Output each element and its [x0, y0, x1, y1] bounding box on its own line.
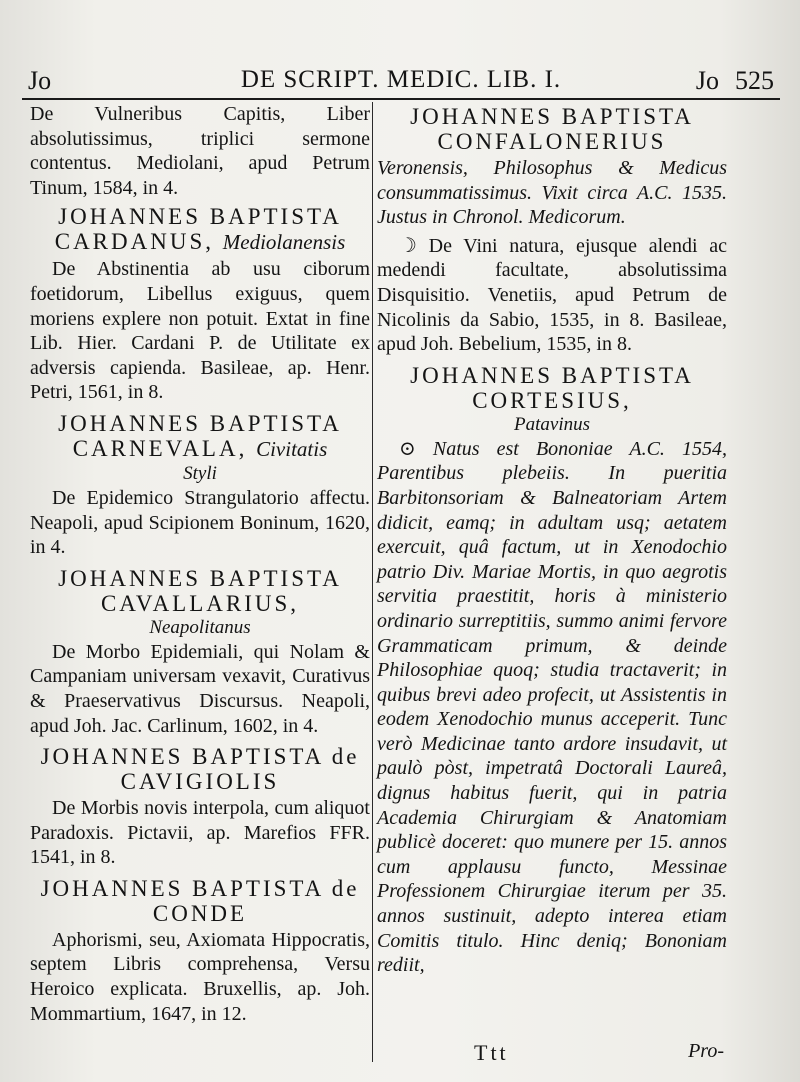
entry-confalonerius [377, 104, 727, 357]
running-header [22, 62, 780, 100]
right-column [372, 102, 727, 1062]
left-column [30, 102, 370, 1032]
author-name: JOHANNES BAPTISTA CARDANUS, Mediolanensis [54, 204, 346, 255]
entry-text: De Morbis novis interpola, cum aliquot Paradoxis. Pictavii, ap. Marefios FFR. 1541, in 8. [30, 797, 370, 869]
continuation-text: De Vulneribus Capitis, Liber absolutissimus, triplici sermone contentus. Mediolani, apud Petrum Tinum, 1584, in 4. [30, 103, 370, 199]
entry-conde [30, 876, 370, 1026]
entry-cardanus [30, 204, 370, 405]
signature-mark: Ttt [474, 1040, 509, 1065]
author-name: JOHANNES BAPTISTA CONFALONERIUS [410, 104, 694, 154]
entry-carnevala [30, 411, 370, 560]
entry-text: ☽ De Vini natura, ejusque alendi ac medendi facultate, absolutissima Disquisitio. Venetiis, apud Petrum de Nicolinis da Sabio, 1535, in 8. Basileae, apud Joh. Bebelium, 1535, in 8. [377, 234, 728, 356]
page-number: 525 [735, 66, 774, 95]
entry-text: ⊙ Natus est Bononiae A.C. 1554, Parentibus plebeiis. In pueritia Barbitonsoriam & Balneatoriam Artem didicit, eamq; in adultam usq; aetatem exercuit, quâ factum, ut in Xenodochio patrio Div. Mariae Mortis, in quo aegrotis servitia praestitit, horis à ministerio ordinario surreptitiis, summo animi fervore Grammaticam primum, & deinde Philosophiae quoq; studia tractaverit; in quibus brevi adeo profecit, ut Assistentis in eodem Xenodochio munus acceperit. Tunc verò Medicinae tanto ardore insudavit, ut paulò pòst, impetratâ Doctorali Laureâ, dignus habitus fuerit, qui in patria Academia Chirurgiam & Anatomiam publicè doceret: quo munere per 15. annos cum applausu functo, Messinae Professionem Chirurgiae iterum per 35. annos sustinuit, adepto interea etiam Comitis titulo. Hinc deniq; Bononiam rediit, [377, 437, 728, 977]
author-origin: Patavinus [514, 413, 590, 435]
header-title: DE SCRIPT. MEDIC. LIB. I. [240, 66, 562, 93]
entry-cavigiolis [30, 744, 370, 870]
header-right-word: Jo [695, 66, 719, 95]
entry-text: De Epidemico Strangulatorio affectu. Neapoli, apud Scipionem Boninum, 1620, in 4. [30, 486, 370, 559]
entry-text: De Abstinentia ab usu ciborum foetidorum, Libellus exiguus, quem moriens explere non potuit. Extat in fine Lib. Hier. Cardani P. de Utilitate ex adversis capienda. Basileae, ap. Henr. Petri, 1561, in 8. [30, 258, 370, 404]
author-affiliation: Civitatis [256, 436, 328, 461]
author-name: JOHANNES BAPTISTA de CAVIGIOLIS [40, 744, 360, 795]
entry-cortesius [377, 363, 727, 978]
entry-text: De Morbo Epidemiali, qui Nolam & Campaniam universam vexavit, Curativus & Praeservativus Discursus. Neapoli, apud Joh. Jac. Carlinum, 1602, in 4. [30, 640, 370, 737]
author-name: JOHANNES BAPTISTA CORTESIUS, [410, 362, 694, 413]
header-left-word: Jo [28, 66, 52, 95]
moon-symbol-icon: ☽ [399, 234, 417, 257]
author-name: JOHANNES BAPTISTA de CONDE [40, 875, 360, 926]
author-origin: Styli [183, 462, 217, 484]
catchword: Pro- [688, 1040, 724, 1062]
author-description: Veronensis, Philosophus & Medicus consummatissimus. Vixit circa A.C. 1535. Justus in Chronol. Medicorum. [377, 157, 727, 229]
sun-symbol-icon: ⊙ [399, 437, 416, 460]
entry-cavallarius [30, 566, 370, 738]
entry-text: Aphorismi, seu, Axiomata Hippocratis, septem Libris comprehensa, Versu Heroico explicata. Bruxellis, ap. Joh. Mommartium, 1647, in 12. [30, 928, 370, 1025]
header-right [696, 66, 774, 96]
author-name: JOHANNES BAPTISTA CARNEVALA, Civitatis [58, 410, 342, 461]
author-origin: Neapolitanus [149, 616, 251, 638]
author-affiliation: Mediolanensis [222, 230, 346, 255]
author-name: JOHANNES BAPTISTA CAVALLARIUS, [58, 565, 342, 616]
